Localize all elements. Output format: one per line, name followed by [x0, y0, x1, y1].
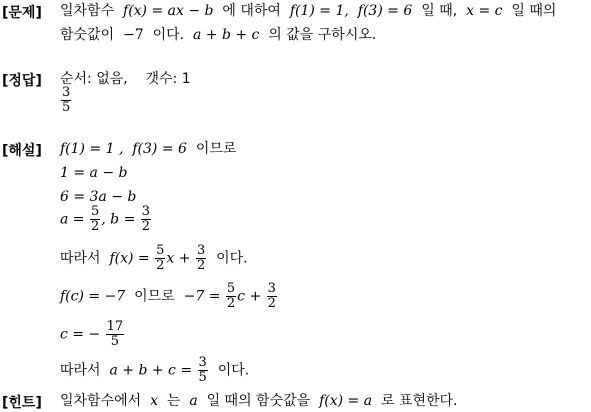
problem-text: 일 때, [421, 3, 458, 19]
target-expression: a + b + c [192, 27, 260, 43]
problem-text: 일 때의 [511, 3, 557, 19]
solution-line-8 [60, 356, 249, 385]
solution-math: c = − [60, 326, 101, 343]
fraction-numerator: 3 [141, 204, 151, 219]
solution-line-5 [60, 244, 248, 273]
hint-text: 일차함수에서 [60, 393, 142, 409]
condition-3: x = c [466, 3, 503, 19]
fraction-numerator: 3 [267, 281, 276, 296]
solution-label: [해설] [2, 143, 42, 159]
fraction-denominator: 2 [196, 258, 206, 273]
problem-text: 함숫값이 [60, 27, 115, 43]
answer-count: 갯수: 1 [145, 71, 191, 87]
fraction [90, 205, 100, 234]
fraction [198, 356, 208, 385]
fraction-denominator: 2 [90, 219, 100, 234]
condition-2: f(3) = 6 [357, 3, 413, 19]
hint-text: 로 표현한다. [380, 393, 458, 409]
problem-text: 에 대하여 [222, 3, 281, 19]
fraction [226, 282, 236, 311]
solution-math: f(x) = [109, 250, 150, 267]
fraction-denominator: 2 [156, 258, 165, 273]
solution-line-1 [60, 140, 236, 158]
fraction-numerator: 5 [156, 243, 165, 258]
solution-text: 따라서 [60, 362, 101, 379]
fraction-denominator: 2 [267, 296, 276, 311]
solution-math: a = [60, 211, 85, 228]
fraction-denominator: 5 [62, 100, 71, 115]
condition-1: f(1) = 1, [289, 3, 349, 19]
fraction-numerator: 3 [198, 355, 207, 370]
fraction-numerator: 3 [62, 85, 71, 100]
answer-label: [정답] [2, 73, 42, 89]
hint-label: [힌트] [2, 395, 42, 411]
hint-line [60, 392, 457, 410]
hint-math: x [150, 393, 158, 409]
problem-text: 일차함수 [60, 3, 115, 19]
solution-math: f(1) = 1 , [60, 141, 124, 157]
fraction-numerator: 17 [106, 319, 124, 334]
fraction-denominator: 2 [226, 296, 236, 311]
solution-text: 이다. [217, 362, 250, 379]
answer-fraction [61, 86, 71, 115]
solution-text: 이므로 [134, 288, 175, 305]
solution-text: 따라서 [60, 250, 101, 267]
problem-label: [문제] [2, 5, 42, 21]
solution-math: a + b + c = [109, 362, 193, 379]
hint-text: 는 [166, 393, 181, 409]
fraction-denominator: 2 [141, 219, 151, 234]
fraction [196, 244, 206, 273]
solution-line-6 [60, 282, 278, 311]
solution-text: 이므로 [195, 141, 237, 157]
solution-math: −7 = [183, 288, 221, 305]
function-definition: f(x) = ax − b [123, 3, 214, 19]
hint-text: 일 때의 함숫값을 [206, 393, 311, 409]
hint-math: f(x) = a [319, 393, 373, 409]
problem-line-2 [60, 26, 376, 44]
solution-math: c + [237, 288, 262, 305]
solution-math: 1 = a − b [60, 165, 128, 181]
solution-line-7 [60, 320, 125, 349]
fraction [106, 320, 125, 349]
problem-text: 이다. [152, 27, 185, 43]
problem-line-1 [60, 2, 556, 20]
answer-order: 순서: 없음, [60, 71, 128, 87]
fraction-numerator: 5 [226, 281, 236, 296]
solution-math: , b = [101, 211, 136, 228]
fraction [155, 244, 165, 273]
fraction-denominator: 5 [198, 370, 207, 385]
solution-line-2 [60, 164, 127, 182]
fraction-numerator: 3 [196, 243, 206, 258]
fraction-numerator: 5 [90, 204, 100, 219]
fraction [141, 205, 151, 234]
function-value: −7 [123, 27, 144, 43]
solution-math: 6 = 3a − b [60, 189, 137, 205]
solution-math: x + [166, 250, 191, 267]
problem-text: 의 값을 구하시오. [268, 27, 377, 43]
fraction-denominator: 5 [110, 334, 120, 349]
solution-math: f(3) = 6 [132, 141, 187, 157]
solution-line-4 [60, 205, 152, 234]
answer-value [60, 86, 72, 115]
solution-text: 이다. [216, 250, 248, 267]
solution-math: f(c) = −7 [60, 288, 126, 305]
fraction [267, 282, 277, 311]
answer-meta [60, 70, 191, 88]
hint-math: a [189, 393, 198, 409]
